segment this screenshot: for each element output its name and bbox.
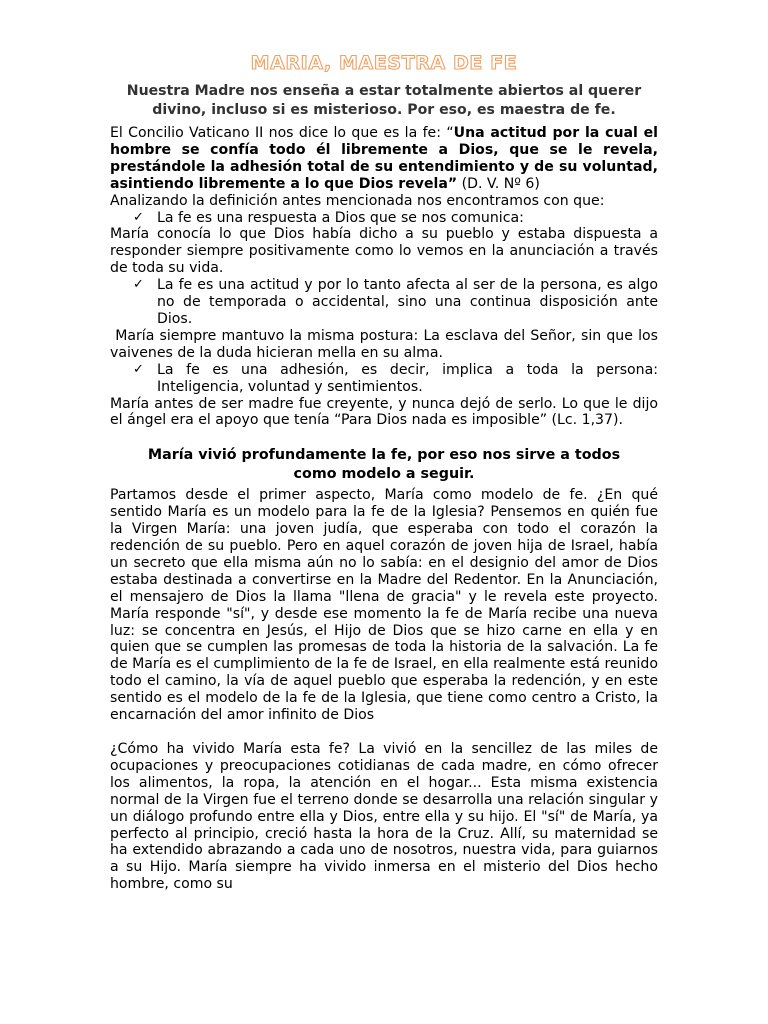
paragraph-concilio-quote: Una actitud por la cual el hombre se confía todo él libremente a Dios, que se le revela, prestándole la adhesión total de su entendimiento y de su voluntad, asintiendo libremente a lo que Dios revela” — [110, 125, 658, 192]
checklist-item — [110, 277, 658, 328]
document-title: MARIA, MAESTRA DE FE — [250, 52, 518, 74]
section-heading: María vivió profundamente la fe, por eso nos sirve a todos como modelo a seguir. — [147, 447, 621, 482]
paragraph-concilio-lead: El Concilio Vaticano II nos dice lo que es la fe: “ — [110, 125, 454, 141]
checkmark-icon: ✓ — [133, 361, 144, 377]
checklist-item — [110, 362, 658, 396]
spacer — [110, 429, 658, 446]
paragraph-respuesta: María conocía lo que Dios había dicho a su pueblo y estaba dispuesta a responder siempre positivamente como lo vemos en la anunciación a través de toda su vida. — [110, 226, 658, 277]
checkmark-icon: ✓ — [133, 277, 144, 293]
paragraph-concilio — [110, 125, 658, 193]
paragraph-concilio-ref: (D. V. Nº 6) — [457, 175, 540, 192]
paragraph-postura: María siempre mantuvo la misma postura: La esclava del Señor, sin que los vaivenes de la duda hicieran mella en su alma. — [110, 327, 663, 361]
spacer — [110, 724, 658, 741]
checklist-item — [110, 210, 658, 227]
paragraph-creyente: María antes de ser madre fue creyente, y nunca dejó de serlo. Lo que le dijo el ángel era el apoyo que tenía “Para Dios nada es imposible” (Lc. 1,37). — [110, 395, 658, 429]
checklist-item-text: La fe es una adhesión, es decir, implica a toda la persona: Inteligencia, voluntad y sentimientos. — [157, 361, 658, 395]
document-subtitle: Nuestra Madre nos enseña a estar totalmente abiertos al querer divino, incluso si es misterioso. Por eso, es maestra de fe. — [126, 83, 642, 118]
checkmark-icon: ✓ — [133, 209, 144, 225]
checklist-item-text: La fe es una respuesta a Dios que se nos comunica: — [157, 209, 524, 226]
checklist-item-text: La fe es una actitud y por lo tanto afecta al ser de la persona, es algo no de temporada o accidental, sino una continua disposición ante Dios. — [157, 277, 658, 327]
paragraph-modelo-fe: Partamos desde el primer aspecto, María como modelo de fe. ¿En qué sentido María es un modelo para la fe de la Iglesia? Pensemos en quién fue la Virgen María: una joven judía, que esperaba con todo el corazón la redención de su pueblo. Pero en aquel corazón de joven hija de Israel, había un secreto que ella misma aún no lo sabía: en el designio del amor de Dios estaba destinada a convertirse en la Madre del Redentor. En la Anunciación, el mensajero de Dios la llama "llena de gracia" y le revela este proyecto. María responde "sí", y desde ese momento la fe de María recibe una nueva luz: se concentra en Jesús, el Hijo de Dios que se hizo carne en ella y en quien que se cumplen las promesas de toda la historia de la salvación. La fe de María es el cumplimiento de la fe de Israel, en ella realmente está reunido todo el camino, la vía de aquel pueblo que esperaba la redención, y en este sentido es el modelo de la fe de la Iglesia, que tiene como centro a Cristo, la encarnación del amor infinito de Dios — [110, 487, 658, 724]
paragraph-como-vivio: ¿Cómo ha vivido María esta fe? La vivió en la sencillez de las miles de ocupaciones y preocupaciones cotidianas de cada madre, en cómo ofrecer los alimentos, la ropa, la atención en el hogar... Esta misma existencia normal de la Virgen fue el terreno donde se desarrolla una relación singular y un diálogo profundo entre ella y Dios, entre ella y su hijo. El "sí" de María, ya perfecto al principio, creció hasta la hora de la Cruz. Allí, su maternidad se ha extendido abrazando a cada uno de nosotros, nuestra vida, para guiarnos a su Hijo. María siempre ha vivido inmersa en el misterio del Dios hecho hombre, como su — [110, 741, 658, 893]
document-page — [110, 52, 663, 893]
paragraph-analisis: Analizando la definición antes mencionada nos encontramos con que: — [110, 192, 605, 209]
